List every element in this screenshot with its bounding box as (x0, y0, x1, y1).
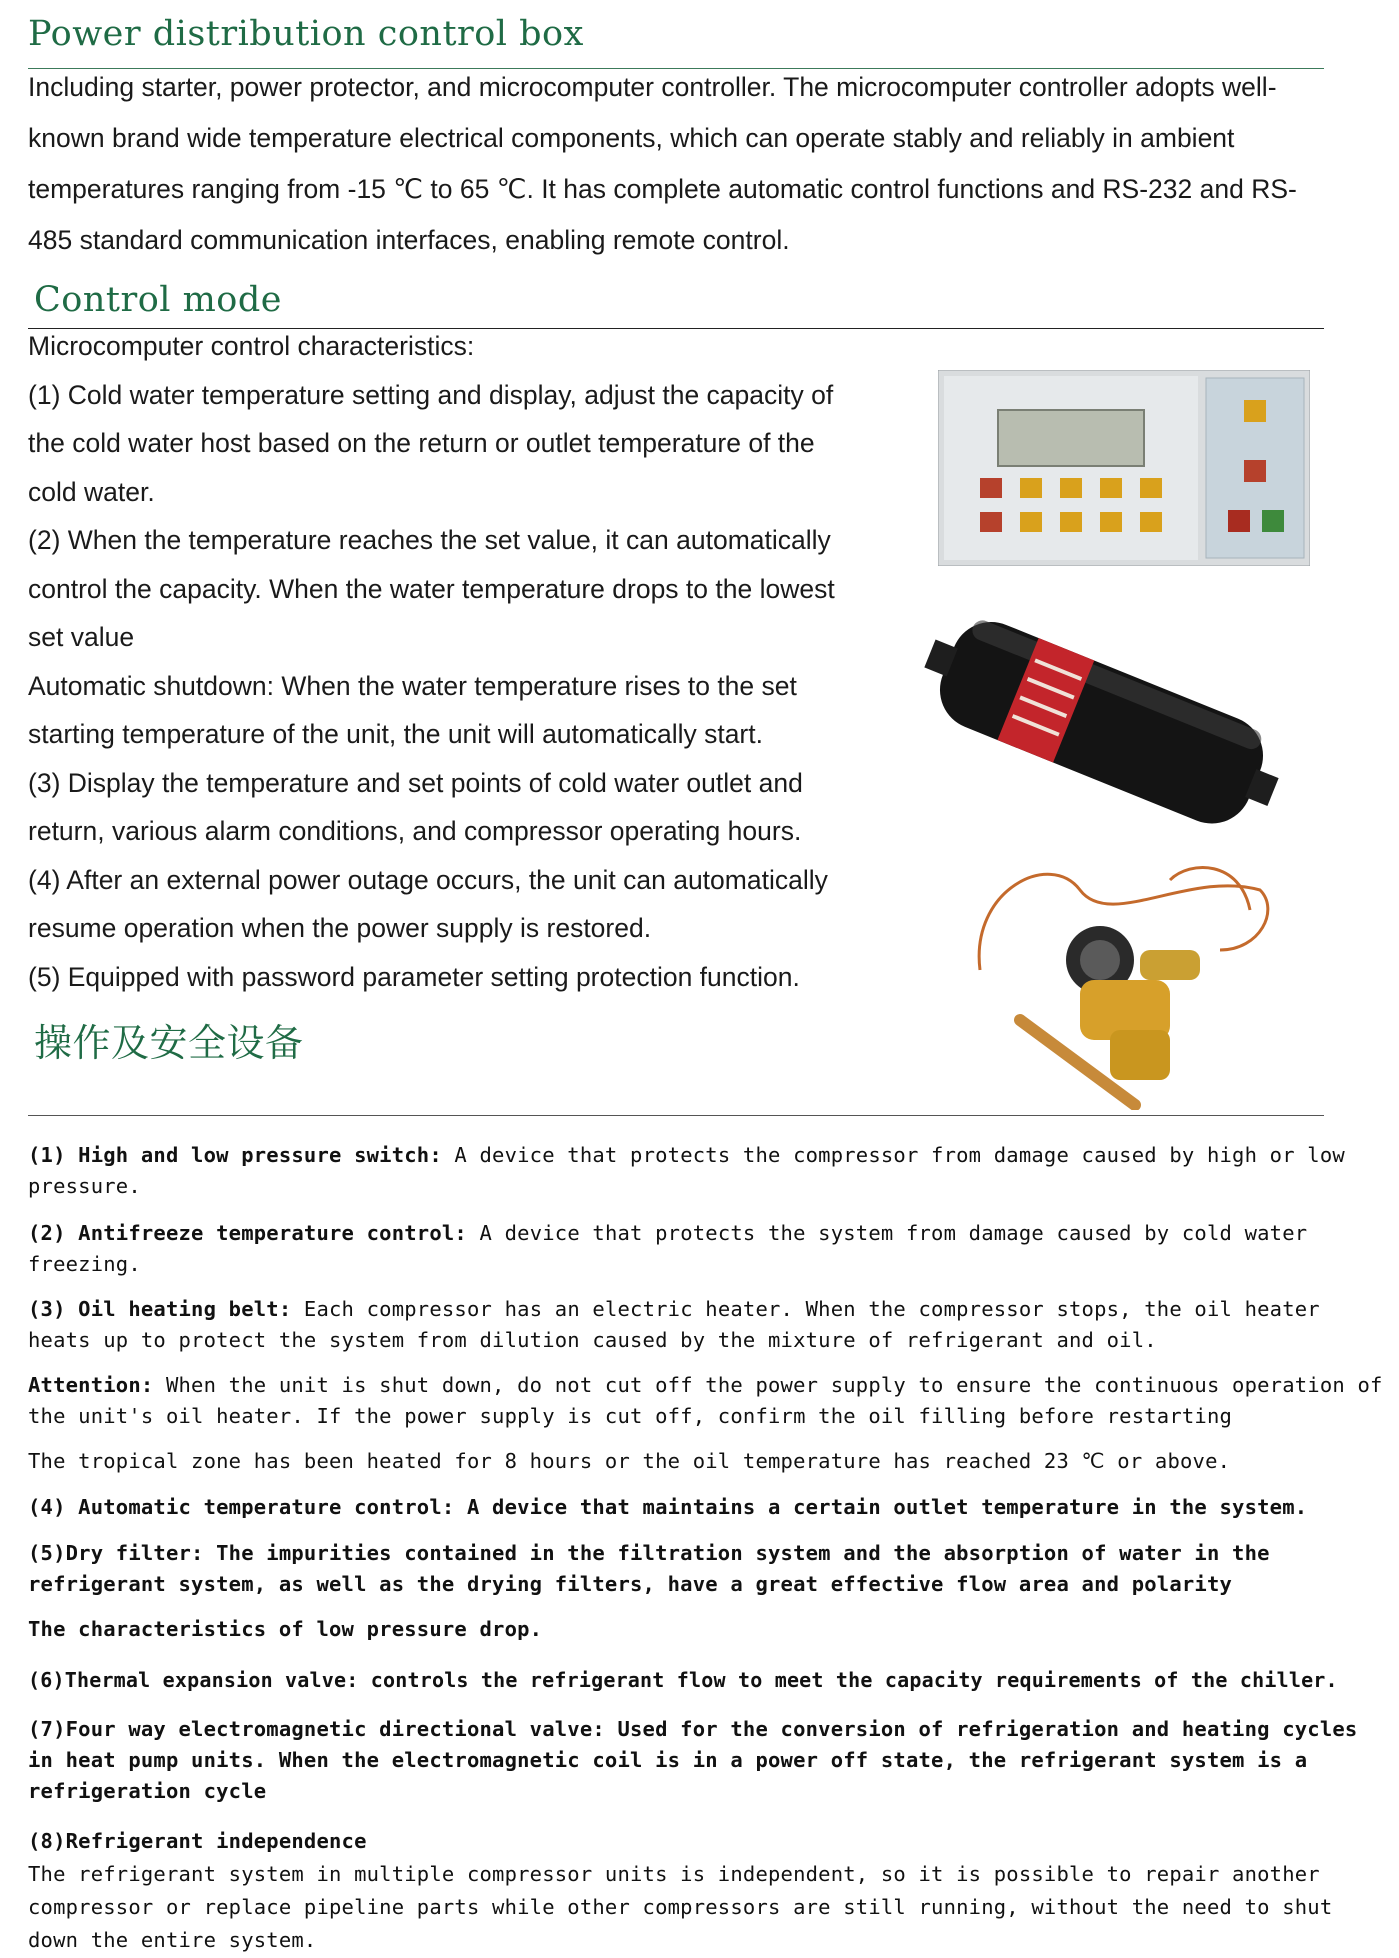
control-line: (1) Cold water temperature setting and display, adjust the capacity of (28, 379, 834, 410)
safety-item-2: (2) Antifreeze temperature control: A device that protects the system from damage caused by cold water freezing. (28, 1221, 1308, 1276)
dry-filter-image (918, 610, 1298, 830)
control-line: the cold water host based on the return or outlet temperature of the (28, 428, 815, 458)
heading-rule (28, 1115, 1324, 1116)
control-line: set value (28, 622, 135, 652)
safety-item-8-body: The refrigerant system in multiple compressor units is independent, so it is possible to repair another compressor or replace pipeline parts while other compressors are still running, without the need to shut down the entire system. (28, 1862, 1333, 1952)
control-line: Automatic shutdown: When the water temperature rises to the set (28, 670, 797, 701)
attention-note: Attention: When the unit is shut down, do not cut off the power supply to ensure the continuous operation of the unit's oil heater. If the power supply is cut off, confirm the oil filling before restarting (28, 1373, 1383, 1428)
safety-item-7: (7)Four way electromagnetic directional valve: Used for the conversion of refrigeration and heating cycles in heat pump units. When the electromagnetic coil is in a power off state, the refrigerant system is a refrigeration cycle (28, 1717, 1358, 1803)
expansion-valve-image (960, 850, 1290, 1110)
safety-item-6: (6)Thermal expansion valve: controls the refrigerant flow to meet the capacity requirements of the chiller. (28, 1668, 1338, 1692)
safety-item-5-continued: The characteristics of low pressure drop. (28, 1617, 543, 1641)
control-line: (4) After an external power outage occurs, the unit can automatically (28, 864, 828, 895)
safety-item-4: (4) Automatic temperature control: A device that maintains a certain outlet temperature in the system. (28, 1495, 1308, 1519)
tropical-note: The tropical zone has been heated for 8 hours or the oil temperature has reached 23 ℃ or above. (28, 1449, 1231, 1473)
safety-item-8-title: (8)Refrigerant independence (28, 1829, 367, 1853)
control-line: control the capacity. When the water temperature drops to the lowest (28, 573, 835, 604)
control-line: Microcomputer control characteristics: (28, 331, 475, 361)
control-line: (3) Display the temperature and set points of cold water outlet and (28, 767, 803, 798)
controller-panel-image (938, 370, 1310, 566)
control-line: (2) When the temperature reaches the set value, it can automatically (28, 525, 831, 555)
section-heading-control-mode: Control mode (34, 280, 282, 320)
control-line: starting temperature of the unit, the unit will automatically start. (28, 719, 763, 749)
safety-item-1: (1) High and low pressure switch: A device that protects the compressor from damage caused by high or low pressure. (28, 1143, 1345, 1198)
control-line: resume operation when the power supply is restored. (28, 913, 652, 943)
power-box-description: Including starter, power protector, and microcomputer controller. The microcomputer controller adopts well-known brand wide temperature electrical components, which can operate stably and reliably in ambient temperatures ranging from -15 ℃ to 65 ℃. It has complete automatic control functions and RS-232 and RS-485 standard communication interfaces, enabling remote control. (28, 72, 1297, 255)
section-heading-safety: 操作及安全设备 (34, 1021, 304, 1065)
control-line: (5) Equipped with password parameter setting protection function. (28, 961, 800, 992)
control-line: return, various alarm conditions, and compressor operating hours. (28, 816, 802, 846)
section-heading-power-box: Power distribution control box (28, 14, 584, 54)
safety-item-5: (5)Dry filter: The impurities contained in the filtration system and the absorption of water in the refrigerant system, as well as the drying filters, have a great effective flow area and polarity (28, 1541, 1270, 1596)
control-line: cold water. (28, 476, 155, 507)
safety-item-3: (3) Oil heating belt: Each compressor has an electric heater. When the compressor stops, the oil heater heats up to protect the system from dilution caused by the mixture of refrigerant and oil. (28, 1297, 1320, 1352)
